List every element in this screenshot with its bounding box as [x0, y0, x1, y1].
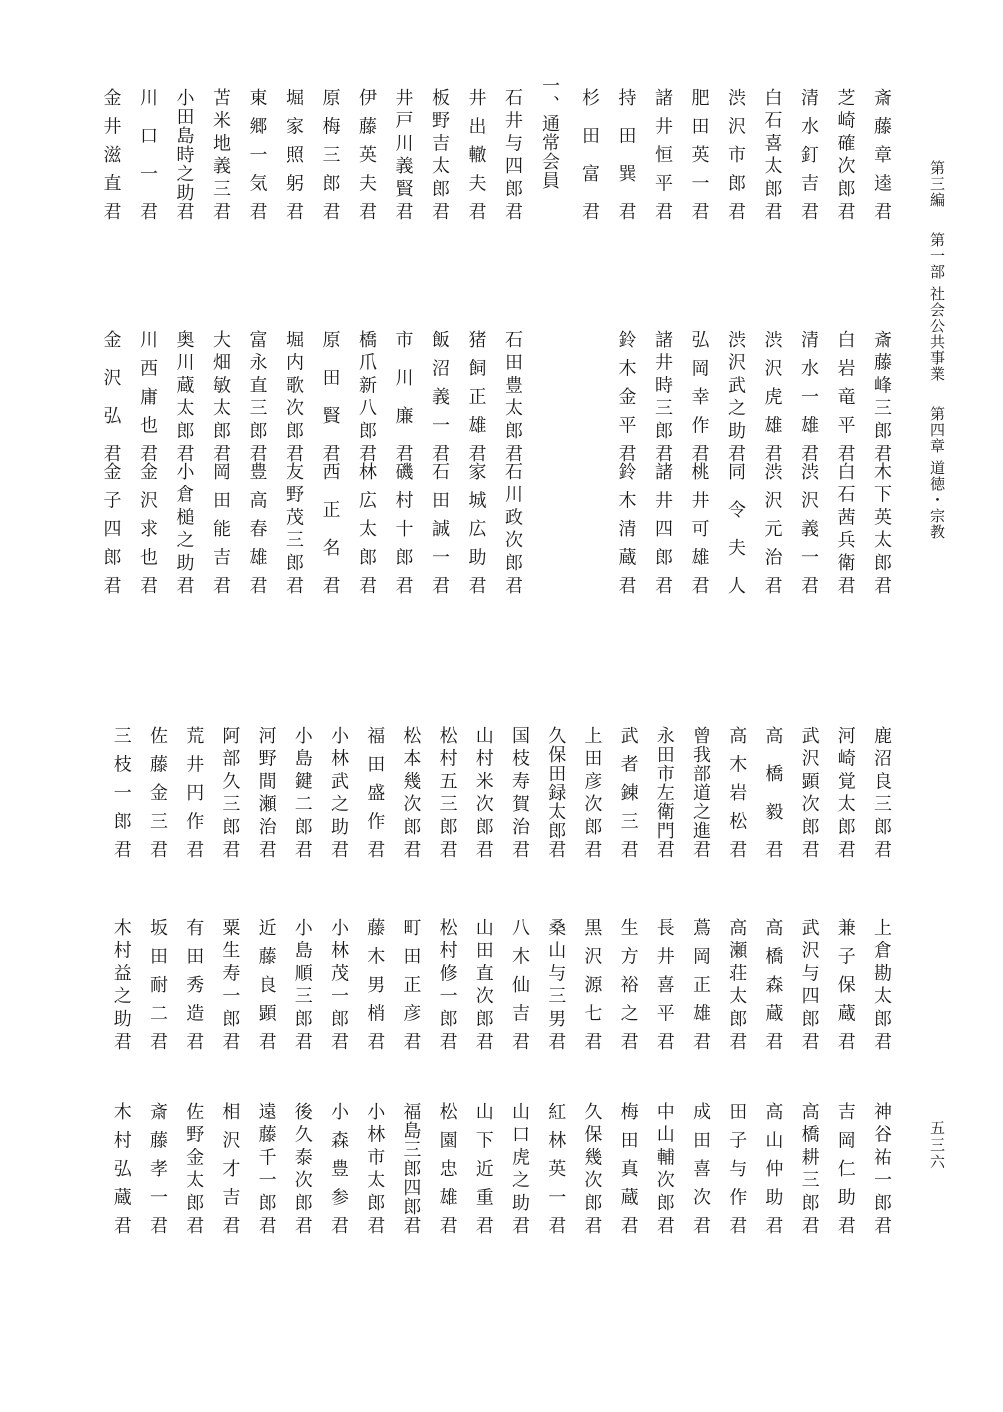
member-name: 相沢才吉君 — [219, 1102, 241, 1234]
member-name: 福田盛作君 — [364, 726, 386, 858]
member-name: 西正名君 — [319, 462, 341, 594]
member-name: 猪飼正雄君 — [465, 330, 487, 462]
member-name: 長井喜平君 — [653, 918, 675, 1050]
member-name: 田子与作君 — [726, 1102, 748, 1234]
member-name: 持田巽君 — [615, 88, 637, 220]
member-name: 福島三郎四郎君 — [400, 1102, 422, 1234]
member-name: 小林武之助君 — [328, 726, 349, 858]
member-name: 高橋毅君 — [762, 726, 784, 858]
member-name: 奥川蔵太郎君 — [173, 330, 195, 462]
member-name: 友野茂三郎君 — [283, 462, 304, 594]
member-name: 梅田真蔵君 — [617, 1102, 639, 1234]
member-name: 鈴木清蔵君 — [615, 462, 637, 594]
member-name: 小島順三郎君 — [291, 918, 313, 1050]
running-head-section: 第一部 — [928, 232, 946, 280]
member-name: 小林市太郎君 — [364, 1102, 386, 1234]
member-name: 鈴木金平君 — [615, 330, 637, 462]
member-name: 高木岩松君 — [726, 726, 748, 858]
member-name: 荒井円作君 — [183, 726, 205, 858]
member-name: 桃井可雄君 — [688, 462, 710, 594]
member-name: 伊藤英夫君 — [356, 88, 377, 220]
member-name: 武沢顕次郎君 — [798, 726, 820, 858]
member-name: 杉田富君 — [579, 88, 600, 220]
running-head-title: 社会公共事業 — [928, 285, 946, 382]
member-name: 小林茂一郎君 — [328, 918, 349, 1050]
member-name: 飯沼義一君 — [429, 330, 450, 462]
member-name: 堀家照躬君 — [283, 88, 304, 220]
member-name: 磯村十郎君 — [392, 462, 414, 594]
member-name: 弘岡幸作君 — [688, 330, 710, 462]
member-name: 坂田耐二君 — [147, 918, 168, 1050]
member-name: 国枝寿賀治君 — [509, 726, 530, 858]
member-name: 石田誠一君 — [429, 462, 450, 594]
member-name: 上倉勘太郎君 — [871, 918, 892, 1050]
member-name: 渋沢元治君 — [761, 462, 783, 594]
member-name: 原田賢君 — [319, 330, 341, 462]
member-name: 富永直三郎君 — [246, 330, 268, 462]
member-name: 武者錬三君 — [617, 726, 639, 858]
member-name: 橋爪新八郎君 — [356, 330, 377, 462]
member-name: 河崎覚太郎君 — [834, 726, 856, 858]
member-name: 蔦岡正雄君 — [690, 918, 711, 1050]
member-name: 成田喜次君 — [690, 1102, 711, 1234]
member-name: 白岩竜平君 — [834, 330, 856, 462]
member-name: 小島鍵二郎君 — [291, 726, 313, 858]
member-name: 松村五三郎君 — [436, 726, 458, 858]
member-name: 紅林英一君 — [545, 1102, 567, 1234]
member-name: 渋沢虎雄君 — [761, 330, 783, 462]
member-name: 渋沢義一君 — [798, 462, 819, 594]
member-name: 松園忠雄君 — [436, 1102, 458, 1234]
member-name: 阿部久三郎君 — [219, 726, 241, 858]
member-name: 山下近重君 — [472, 1102, 494, 1234]
member-name: 山村米次郎君 — [472, 726, 494, 858]
member-name: 苫米地義三君 — [210, 88, 231, 220]
member-name: 木下英太郎君 — [871, 462, 892, 594]
member-name: 兼子保蔵君 — [834, 918, 856, 1050]
member-name: 同令夫人 — [725, 462, 746, 594]
section-heading: 一、通常会員 — [539, 76, 560, 190]
page-number: 五三六 — [928, 1120, 946, 1171]
member-name: 岡田能吉君 — [210, 462, 231, 594]
member-name: 曾我部道之進君 — [690, 726, 711, 858]
member-name: 渋沢武之助君 — [725, 330, 746, 462]
member-name: 川口一君 — [137, 88, 158, 220]
member-name: 白石茜兵衛君 — [834, 462, 856, 594]
member-name: 芝崎確次郎君 — [834, 88, 856, 220]
member-name: 高瀬荘太郎君 — [726, 918, 748, 1050]
member-name: 近藤良顕君 — [255, 918, 277, 1050]
member-name: 諸井四郎君 — [652, 462, 673, 594]
member-name: 渋沢市郎君 — [725, 88, 746, 220]
member-name: 小田島時之助君 — [173, 88, 195, 220]
member-name: 東郷一気君 — [246, 88, 268, 220]
member-name: 斎藤峰三郎君 — [871, 330, 892, 462]
member-name: 上田彦次郎君 — [581, 726, 603, 858]
running-head-chapter: 第四章 — [928, 405, 946, 454]
member-name: 黒沢源七君 — [581, 918, 603, 1050]
member-name: 永田市左衛門君 — [653, 726, 675, 858]
member-name: 川西庸也君 — [137, 330, 158, 462]
member-name: 後久泰次郎君 — [291, 1102, 313, 1234]
member-name: 石川政次郎君 — [502, 462, 523, 594]
member-name: 中山輔次郎君 — [653, 1102, 675, 1234]
member-name: 清水一雄君 — [798, 330, 819, 462]
member-name: 金沢弘君 — [100, 330, 122, 462]
member-name: 清水釘吉君 — [798, 88, 819, 220]
member-name: 藤木男梢君 — [364, 918, 386, 1050]
member-name: 原梅三郎君 — [319, 88, 341, 220]
member-name: 八木仙吉君 — [509, 918, 530, 1050]
member-name: 家城広助君 — [465, 462, 487, 594]
member-name: 諸井恒平君 — [652, 88, 673, 220]
member-name: 堀内歌次郎君 — [283, 330, 304, 462]
member-name: 肥田英一君 — [688, 88, 710, 220]
member-name: 鹿沼良三郎君 — [871, 726, 892, 858]
member-name: 金沢求也君 — [137, 462, 158, 594]
member-name: 市川廉君 — [392, 330, 414, 462]
member-name: 久保田録太郎君 — [545, 726, 567, 858]
member-name: 松本幾次郎君 — [400, 726, 422, 858]
member-name: 大畑敏太郎君 — [210, 330, 231, 462]
member-name: 神谷祐一郎君 — [871, 1102, 892, 1234]
member-name: 木村弘蔵君 — [110, 1102, 132, 1234]
member-name: 生方裕之君 — [617, 918, 639, 1050]
member-name: 木村益之助君 — [110, 918, 132, 1050]
member-name: 三枝一郎君 — [110, 726, 132, 858]
member-name: 河野間瀬治君 — [255, 726, 277, 858]
member-name: 有田秀造君 — [183, 918, 205, 1050]
member-name: 山口虎之助君 — [509, 1102, 530, 1234]
member-name: 林広太郎君 — [356, 462, 377, 594]
member-name: 石田豊太郎君 — [502, 330, 523, 462]
member-name: 高橋森蔵君 — [762, 918, 784, 1050]
member-name: 斎藤孝一君 — [147, 1102, 168, 1234]
member-name: 斎藤章逵君 — [871, 88, 892, 220]
member-name: 井出轍夫君 — [465, 88, 487, 220]
member-name: 吉岡仁助君 — [834, 1102, 856, 1234]
member-name: 粟生寿一郎君 — [219, 918, 241, 1050]
member-name: 小森豊参君 — [328, 1102, 349, 1234]
member-name: 金子四郎君 — [100, 462, 122, 594]
member-name: 桑山与三男君 — [545, 918, 567, 1050]
member-name: 小倉槌之助君 — [173, 462, 195, 594]
member-name: 石井与四郎君 — [502, 88, 523, 220]
member-name: 白石喜太郎君 — [761, 88, 783, 220]
running-head — [916, 160, 948, 540]
member-name: 武沢与四郎君 — [798, 918, 820, 1050]
member-name: 久保幾次郎君 — [581, 1102, 603, 1234]
member-name: 松村修一郎君 — [436, 918, 458, 1050]
member-name: 板野吉太郎君 — [429, 88, 450, 220]
member-name: 井戸川義賢君 — [392, 88, 414, 220]
member-name: 佐藤金三君 — [147, 726, 168, 858]
member-name: 高山仲助君 — [762, 1102, 784, 1234]
running-head-topic: 道徳・宗教 — [928, 459, 946, 540]
member-name: 金井滋直君 — [100, 88, 122, 220]
member-name: 遠藤千一郎君 — [255, 1102, 277, 1234]
member-name: 豊高春雄君 — [246, 462, 268, 594]
member-name: 諸井時三郎君 — [652, 330, 673, 462]
member-name: 高橋耕三郎君 — [798, 1102, 820, 1234]
member-name: 佐野金太郎君 — [183, 1102, 205, 1234]
member-name: 町田正彦君 — [400, 918, 422, 1050]
running-head-part: 第三編 — [928, 160, 946, 208]
member-name: 山田直次郎君 — [472, 918, 494, 1050]
